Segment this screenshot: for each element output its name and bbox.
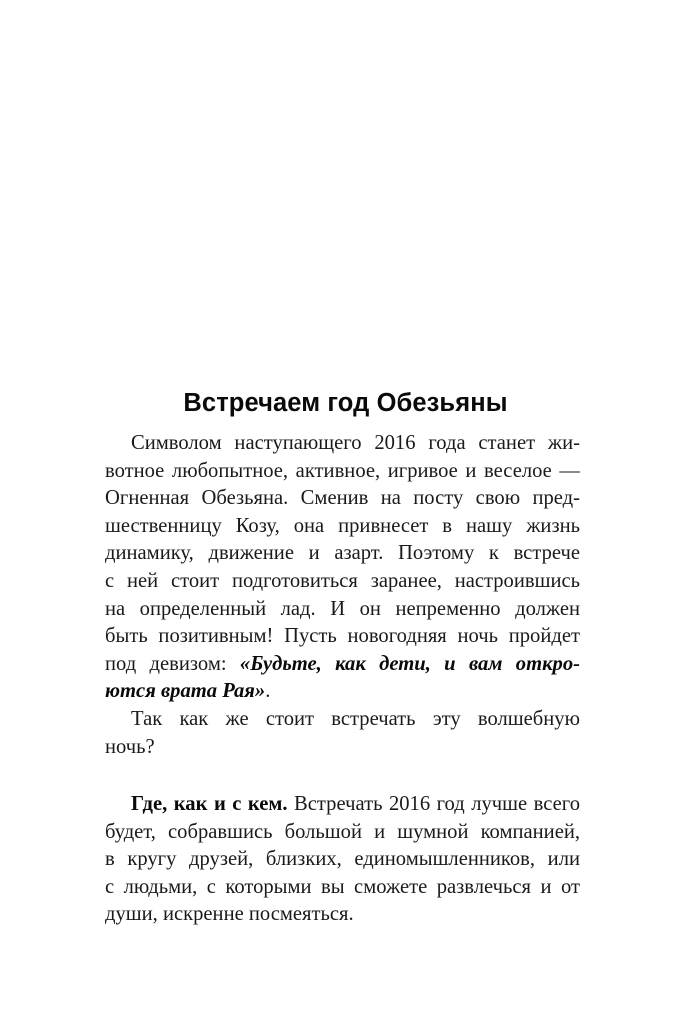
motto-lead-in: под девизом:	[105, 652, 240, 675]
text-line: души, искренне посмеяться.	[105, 903, 354, 926]
text-line: динамику, движение и азарт. Поэтому к встрече	[105, 542, 580, 565]
text-line-with-motto	[105, 651, 580, 679]
text-line: Огненная Обезьяна. Сменив на посту свою пред-	[105, 487, 580, 510]
paragraph-where-how-with-whom	[105, 791, 580, 929]
motto-text-part2: ются врата Рая»	[105, 680, 266, 703]
motto-text-part1: «Будьте, как дети, и вам откро-	[239, 652, 580, 675]
text-line: ночь?	[105, 735, 155, 758]
text-run: Встречать 2016 год лучше всего	[287, 793, 580, 815]
text-line: Так как же стоит встречать эту волшебную	[131, 708, 580, 730]
text-line: с ней стоит подготовиться заранее, настроившись	[105, 569, 580, 592]
paragraph-question	[105, 706, 580, 761]
text-line: с людьми, с которыми вы сможете развлечься и от	[105, 875, 580, 898]
run-in-heading: Где, как и с кем.	[131, 793, 288, 815]
text-line-with-lead	[105, 791, 580, 819]
text-line: на определенный лад. И он непременно должен	[105, 597, 580, 620]
text-line: в кругу друзей, близких, единомышленников, или	[105, 848, 580, 871]
section-heading: Встречаем год Обезьяны	[183, 389, 508, 418]
text-line: будет, собравшись большой и шумной компанией,	[105, 820, 580, 843]
text-line: быть позитивным! Пусть новогодняя ночь пройдет	[105, 625, 580, 648]
paragraph-intro	[105, 430, 580, 706]
text-line-motto-end	[105, 678, 580, 706]
text-line: Символом наступающего 2016 года станет жи-	[131, 432, 580, 454]
text-line: вотное любопытное, активное, игривое и веселое —	[105, 459, 580, 482]
motto-period: .	[265, 680, 271, 703]
text-line: шественницу Козу, она привнесет в нашу жизнь	[105, 514, 580, 537]
